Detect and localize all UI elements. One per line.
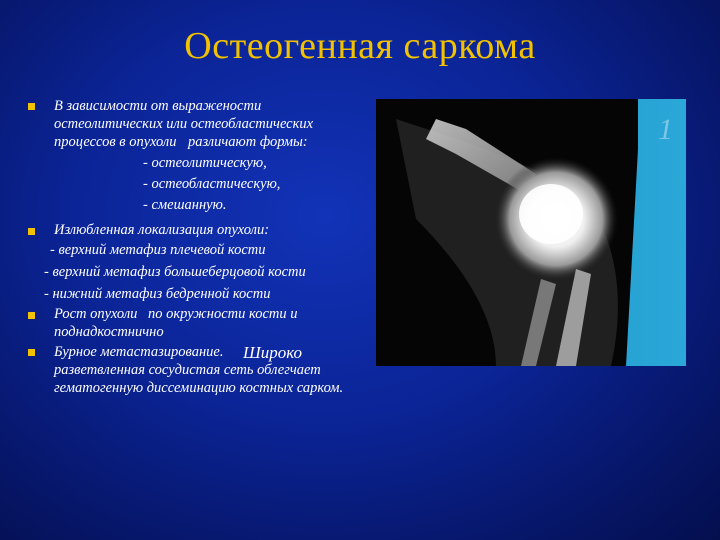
bullet-4-line-1b: Широко <box>243 343 303 362</box>
bullet-1-line-3: процессов в опухоли <box>54 134 177 150</box>
bullet-1-line-3b: различают формы: <box>188 134 308 150</box>
bullet-3-line-1: Рост опухоли <box>54 306 138 322</box>
bullet-marker <box>28 228 35 235</box>
bullet-marker <box>28 312 35 319</box>
bullet-4-line-3: гематогенную диссеминацию костных сарком. <box>54 380 344 396</box>
bullet-1-line-2: остеолитических или остеобластических <box>54 116 314 132</box>
bullet-2-line-1: Излюбленная локализация опухоли: <box>54 222 270 238</box>
corner-logo: 1 <box>658 113 673 146</box>
bullet-2-line-3: - верхний метафиз большеберцовой кости <box>44 264 306 280</box>
bullet-4-line-1: Бурное метастазирование. <box>54 344 224 360</box>
bullet-4-line-2: разветвленная сосудистая сеть облегчает <box>54 362 321 378</box>
bullet-1-line-6: - смешанную. <box>143 197 227 213</box>
bullet-3-line-1b: по окружности кости и <box>148 306 298 322</box>
bullet-marker <box>28 349 35 356</box>
bullet-3-line-2: поднадкостнично <box>54 324 164 340</box>
bullet-2-line-4: - нижний метафиз бедренной кости <box>44 286 271 302</box>
bullet-1-line-1: В зависимости от выражености <box>54 98 262 114</box>
bullet-1-line-5: - остеобластическую, <box>143 176 281 192</box>
slide-title: Остеогенная саркома <box>184 25 536 67</box>
bullet-1-line-4: - остеолитическую, <box>143 155 267 171</box>
bullet-2-line-2: - верхний метафиз плечевой кости <box>50 242 266 258</box>
bullet-marker <box>28 103 35 110</box>
